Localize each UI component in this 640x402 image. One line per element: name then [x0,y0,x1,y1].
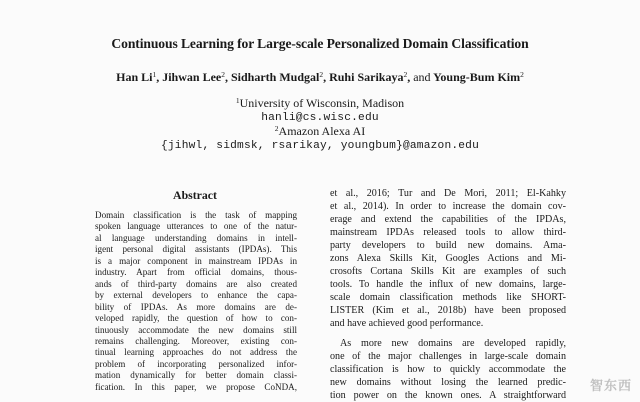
text-line: bility of IPDAs. As more domains are de- [95,301,297,312]
intro-body [330,187,566,402]
email-1: hanli@cs.wisc.edu [261,112,379,124]
text-line: crosofts Cortana Skills Kit are examples of such [330,266,566,278]
text-line: tinuously accommodate the new domains still [95,324,297,335]
paper-title: Continuous Learning for Large-scale Personalized Domain Classification [111,36,529,51]
text-line: classification is how to quickly accommodate the [330,363,566,375]
affiliation-2: $^2$Amazon Alexa AI [274,124,366,138]
text-line: igent personal digital assistants (IPDAs). This [95,244,297,255]
text-line: spoken language utterances to one of the natur- [95,221,297,232]
text-line: As more new domains are developed rapidly, [340,337,566,349]
text-line: party developers to build new domains. Ama- [330,240,566,252]
text-line: problem of incorporating personalized infor- [95,358,297,369]
text-line: tools. To handle the influx of new domains, large- [330,279,566,291]
text-line: and have achieved good performance. [330,318,484,330]
text-line: remains challenging. Moreover, existing con- [95,335,297,346]
author: Sidharth Mudgal$^2$ [230,70,324,84]
email-2: {jihwl, sidmsk, rsarikay, youngbum}@amazon.edu [160,140,480,152]
text-line: mainstream IPDAs released tools to allow third- [330,227,566,239]
text-line: et al., 2014). In order to increase the domain cov- [330,201,566,213]
author-list: Han Li$^1$, Jihwan Lee$^2$, Sidharth Mudgal$^2$, Ruhi Sarikaya$^2$, and Young-Bum Kim$^2$ [116,70,524,84]
text-line: tinual learning approaches do not address the [95,347,297,358]
text-line: fication. In this paper, we propose CoNDA, [95,381,297,392]
text-line: scale domain classification methods like SHORT- [330,292,566,304]
authors-and: and [413,70,431,84]
text-line: industry. Apart from official domains, thous- [95,267,297,278]
text-line: zons Alexa Skills Kit, Googles Actions and Mi- [330,253,566,265]
watermark-logo: 智东西 [589,379,632,394]
author: Han Li$^1$ [116,70,157,84]
text-line: ands of third-party domains are also created [95,278,297,289]
text-line: veloped rapidly, the question of how to con- [95,313,297,324]
author: Young-Bum Kim$^2$ [433,70,524,84]
text-line: erage and extend the capabilities of the IPDAs, [330,214,566,226]
affiliation-1: $^1$University of Wisconsin, Madison [235,96,405,110]
text-line: tion power on the known ones. A straightforward [330,389,566,401]
author: Jihwan Lee$^2$ [162,70,225,84]
text-line: mation dynamically for better domain classi- [95,370,297,381]
text-line: Domain classification is the task of mapping [95,210,297,220]
author: Ruhi Sarikaya$^2$ [329,70,408,84]
text-line: et al., 2016; Tur and De Mori, 2011; El-Kahky [330,188,566,199]
text-line: al language understanding domains in intell- [95,232,297,243]
text-line: new domains without losing the learned predic- [330,376,566,388]
text-line: is a major component in mainstream IPDAs in [95,255,297,266]
text-line: LISTER (Kim et al., 2018b) have been proposed [330,305,566,317]
text-line: by external developers to enhance the capa- [95,290,297,301]
abstract-body [95,210,297,393]
abstract-heading: Abstract [173,188,217,202]
text-line: one of the major challenges in large-scale domain [330,350,566,362]
